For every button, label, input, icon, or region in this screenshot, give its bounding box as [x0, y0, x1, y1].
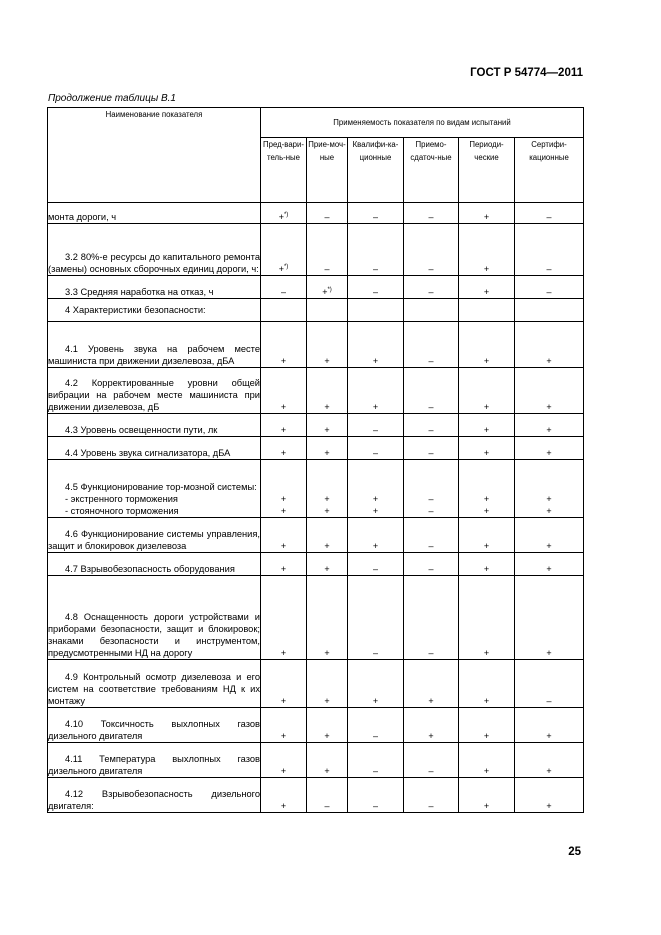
indicator-name-cell: монта дороги, ч — [48, 203, 261, 224]
applicability-mark-cell: + — [459, 322, 515, 368]
applicability-mark-cell: – — [404, 322, 459, 368]
applicability-mark-cell — [348, 299, 404, 322]
applicability-mark-cell: + + — [307, 460, 348, 518]
applicability-mark-cell: + — [307, 743, 348, 778]
indicator-name-cell: 4.4 Уровень звука сигнализатора, дБА — [48, 437, 261, 460]
applicability-mark-cell: + — [515, 414, 584, 437]
applicability-mark-cell: + — [307, 518, 348, 553]
applicability-mark-cell: + — [307, 322, 348, 368]
indicator-name-cell: 4 Характеристики безопасности: — [48, 299, 261, 322]
name-column-header: Наименование показателя — [48, 108, 261, 203]
indicator-name-cell: 4.7 Взрывобезопасность оборудования — [48, 553, 261, 576]
table-row — [48, 437, 584, 460]
applicability-mark-cell: – — [348, 414, 404, 437]
applicability-mark-cell: + — [459, 708, 515, 743]
applicability-mark-cell: + — [515, 437, 584, 460]
applicability-mark-cell: + — [261, 518, 307, 553]
applicability-mark-cell: – — [515, 203, 584, 224]
applicability-mark-cell: – — [348, 203, 404, 224]
applicability-mark-cell: – — [348, 553, 404, 576]
applicability-mark-cell: + — [459, 437, 515, 460]
table-row — [48, 518, 584, 553]
applicability-mark-cell: + — [307, 660, 348, 708]
column-header-qualification: Квалифи-ка-ционные — [348, 138, 404, 203]
applicability-mark-cell — [404, 299, 459, 322]
table-row — [48, 778, 584, 813]
applicability-mark-cell: – — [404, 437, 459, 460]
table-row — [48, 553, 584, 576]
applicability-mark-cell: + — [459, 576, 515, 660]
applicability-mark-cell: + — [261, 553, 307, 576]
applicability-mark-cell: – — [348, 437, 404, 460]
applicability-mark-cell: + — [307, 414, 348, 437]
applicability-mark-cell: +*) — [261, 203, 307, 224]
applicability-mark-cell: + — [515, 778, 584, 813]
table-row — [48, 414, 584, 437]
applicability-mark-cell: – — [404, 368, 459, 414]
applicability-mark-cell: + — [261, 708, 307, 743]
applicability-mark-cell: + — [515, 576, 584, 660]
table-row — [48, 276, 584, 299]
applicability-mark-cell: – — [404, 778, 459, 813]
applicability-mark-cell: + — [261, 414, 307, 437]
applicability-mark-cell: + — [348, 660, 404, 708]
applicability-mark-cell: – — [404, 203, 459, 224]
applicability-mark-cell: – — [261, 276, 307, 299]
applicability-mark-cell: + + — [515, 460, 584, 518]
applicability-mark-cell: – — [404, 276, 459, 299]
applicability-mark-cell: – — [348, 778, 404, 813]
table-row — [48, 708, 584, 743]
indicator-name-cell: 4.2 Корректированные уровни общей вибрации на рабочем месте машиниста при движении дизелевоза, дБ — [48, 368, 261, 414]
applicability-mark-cell: + — [515, 368, 584, 414]
indicator-name-cell: 4.6 Функционирование системы управления, защит и блокировок дизелевоза — [48, 518, 261, 553]
applicability-mark-cell: + — [307, 437, 348, 460]
applicability-mark-cell — [515, 299, 584, 322]
indicator-name-cell: 3.2 80%-е ресурсы до капитального ремонта (замены) основных сборочных единиц дороги, ч: — [48, 224, 261, 276]
applicability-mark-cell: – — [307, 778, 348, 813]
applicability-mark-cell: – — [348, 743, 404, 778]
applicability-mark-cell: + — [404, 708, 459, 743]
table-row — [48, 660, 584, 708]
applicability-mark-cell: – — [404, 743, 459, 778]
applicability-mark-cell: + — [404, 660, 459, 708]
applicability-mark-cell: + — [459, 553, 515, 576]
column-header-certification: Сертифи-кационные — [515, 138, 584, 203]
applicability-mark-cell: – — [404, 576, 459, 660]
column-header-periodic: Периоди-ческие — [459, 138, 515, 203]
document-code: ГОСТ Р 54774—2011 — [470, 67, 583, 79]
applicability-mark-cell: + — [459, 660, 515, 708]
applicability-mark-cell: + — [515, 518, 584, 553]
page-number: 25 — [568, 846, 581, 858]
applicability-mark-cell: + — [459, 778, 515, 813]
applicability-mark-cell: + — [261, 778, 307, 813]
column-header-acceptance: Прие-моч-ные — [307, 138, 348, 203]
table-row — [48, 203, 584, 224]
applicability-mark-cell: + — [261, 743, 307, 778]
applicability-mark-cell: – — [348, 224, 404, 276]
applicability-mark-cell: + — [515, 322, 584, 368]
applicability-mark-cell: – — [348, 708, 404, 743]
applicability-mark-cell: + — [307, 576, 348, 660]
table-row — [48, 299, 584, 322]
table-row — [48, 576, 584, 660]
applicability-mark-cell: – — [515, 224, 584, 276]
applicability-mark-cell: – — [404, 414, 459, 437]
applicability-mark-cell: + — [348, 518, 404, 553]
applicability-mark-cell: + — [459, 414, 515, 437]
applicability-mark-cell: + — [348, 368, 404, 414]
applicability-mark-cell: – — [348, 276, 404, 299]
applicability-mark-cell — [261, 299, 307, 322]
applicability-mark-cell: + — [459, 276, 515, 299]
applicability-mark-cell: + — [459, 203, 515, 224]
indicator-name-cell: 4.8 Оснащенность дороги устройствами и приборами безопасности, защит и блокировок; знаками безопасности и инструментом, предусмотренными НД на дорогу — [48, 576, 261, 660]
applicability-mark-cell: + — [459, 368, 515, 414]
applicability-mark-cell: +*) — [261, 224, 307, 276]
indicator-name-cell: 3.3 Средняя наработка на отказ, ч — [48, 276, 261, 299]
indicator-name-cell: 4.10 Токсичность выхлопных газов дизельного двигателя — [48, 708, 261, 743]
indicator-name-cell: 4.1 Уровень звука на рабочем месте машиниста при движении дизелевоза, дБА — [48, 322, 261, 368]
applicability-mark-cell — [307, 299, 348, 322]
indicator-name-cell: 4.11 Температура выхлопных газов дизельного двигателя — [48, 743, 261, 778]
applicability-mark-cell: + — [459, 518, 515, 553]
indicator-name-cell: 4.3 Уровень освещенности пути, лк — [48, 414, 261, 437]
applicability-mark-cell: – — [404, 224, 459, 276]
applicability-mark-cell: + + — [261, 460, 307, 518]
applicability-mark-cell: + — [261, 368, 307, 414]
applicability-mark-cell: – — [307, 224, 348, 276]
applicability-mark-cell: + — [459, 224, 515, 276]
applicability-mark-cell: + + — [348, 460, 404, 518]
applicability-mark-cell: + — [261, 437, 307, 460]
applicability-mark-cell: + — [307, 553, 348, 576]
table-row — [48, 322, 584, 368]
table-caption: Продолжение таблицы В.1 — [48, 93, 176, 104]
applicability-mark-cell: + — [515, 708, 584, 743]
applicability-mark-cell: – — [515, 660, 584, 708]
applicability-mark-cell: – — [515, 276, 584, 299]
applicability-mark-cell: + — [261, 322, 307, 368]
applicability-mark-cell: + — [261, 576, 307, 660]
applicability-table — [47, 107, 584, 813]
column-header-delivery: Приемо-сдаточ-ные — [404, 138, 459, 203]
table-row — [48, 743, 584, 778]
applicability-mark-cell: + — [261, 660, 307, 708]
indicator-name-cell: 4.12 Взрывобезопасность дизельного двигателя: — [48, 778, 261, 813]
applicability-mark-cell: + — [515, 553, 584, 576]
applicability-group-header: Применяемость показателя по видам испытаний — [261, 108, 584, 138]
applicability-mark-cell: – — [404, 518, 459, 553]
applicability-mark-cell: – – — [404, 460, 459, 518]
applicability-mark-cell: + — [348, 322, 404, 368]
applicability-mark-cell: + — [515, 743, 584, 778]
applicability-mark-cell: +*) — [307, 276, 348, 299]
table-row — [48, 460, 584, 518]
indicator-name-cell: 4.9 Контрольный осмотр дизелевоза и его систем на соответствие требованиям НД к их монтажу — [48, 660, 261, 708]
indicator-name-cell: 4.5 Функционирование тор-мозной системы: - экстренного торможения - стояночного торможения — [48, 460, 261, 518]
applicability-mark-cell: – — [404, 553, 459, 576]
table-row — [48, 368, 584, 414]
applicability-mark-cell — [459, 299, 515, 322]
applicability-mark-cell: – — [307, 203, 348, 224]
applicability-mark-cell: + + — [459, 460, 515, 518]
applicability-mark-cell: + — [459, 743, 515, 778]
applicability-mark-cell: + — [307, 708, 348, 743]
table-row — [48, 224, 584, 276]
column-header-preliminary: Пред-вари-тель-ные — [261, 138, 307, 203]
applicability-mark-cell: – — [348, 576, 404, 660]
applicability-mark-cell: + — [307, 368, 348, 414]
